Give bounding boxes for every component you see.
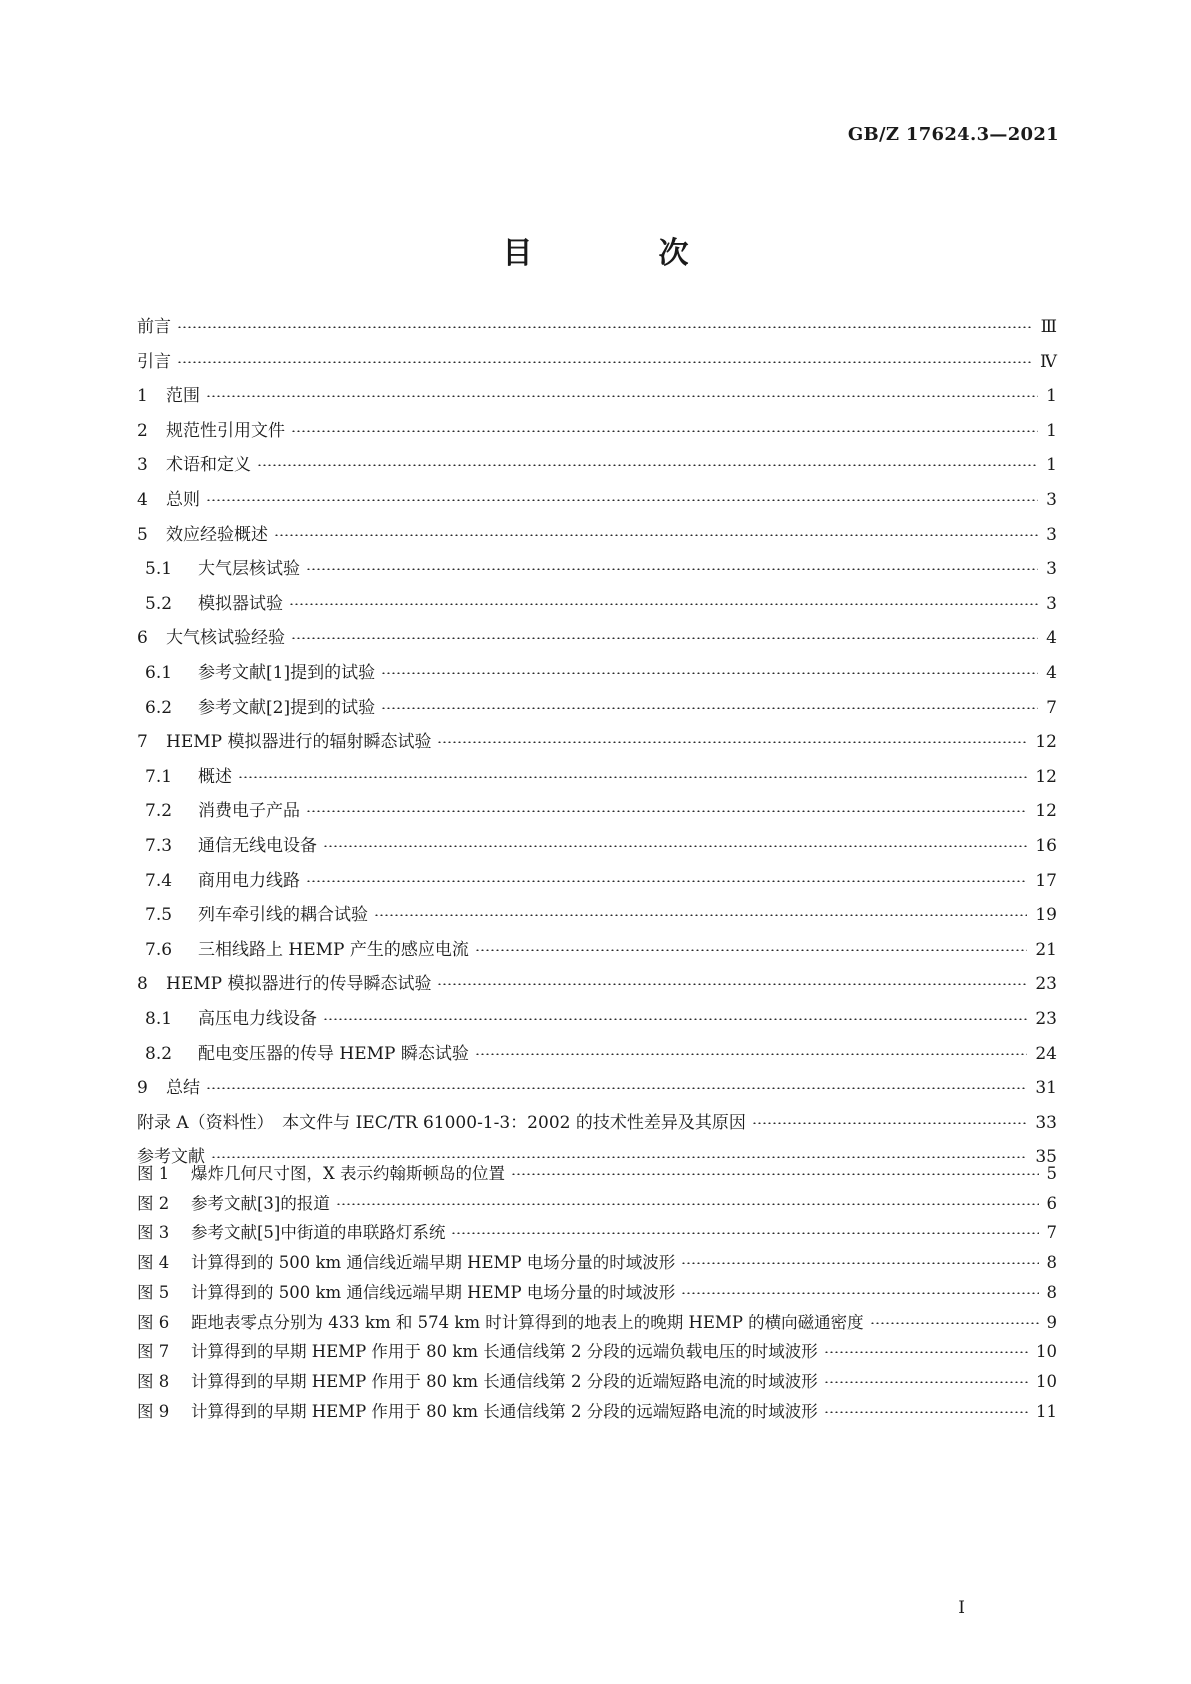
entry-number: 7.2 bbox=[145, 801, 173, 822]
toc-entry[interactable] bbox=[137, 1108, 1057, 1134]
entry-number: 7.3 bbox=[145, 836, 173, 856]
entry-page-number: 1 bbox=[1046, 386, 1057, 407]
dot-leader bbox=[336, 1203, 1039, 1205]
dot-leader bbox=[177, 326, 1033, 328]
entry-page-number: 3 bbox=[1046, 593, 1057, 614]
dot-leader bbox=[475, 949, 1027, 951]
entry-page-number: 9 bbox=[1046, 1312, 1057, 1332]
entry-number: 7 bbox=[137, 732, 148, 753]
entry-title: 参考文献[5]中街道的串联路灯系统 bbox=[191, 1223, 446, 1243]
entry-title: 计算得到的早期 HEMP 作用于 80 km 长通信线第 2 分段的远端短路电流的时域波形 bbox=[191, 1401, 818, 1421]
entry-number: 5 bbox=[137, 524, 148, 545]
entry-number: 图 1 bbox=[137, 1164, 170, 1183]
dot-leader bbox=[238, 776, 1027, 778]
dot-leader bbox=[206, 395, 1038, 397]
entry-page-number: 17 bbox=[1035, 870, 1057, 891]
dot-leader bbox=[451, 1232, 1038, 1234]
dot-leader bbox=[306, 810, 1027, 812]
entry-page-number: 24 bbox=[1035, 1043, 1057, 1064]
toc-entry[interactable] bbox=[137, 1039, 1057, 1065]
dot-leader bbox=[306, 568, 1038, 570]
entry-page-number: 16 bbox=[1035, 836, 1057, 856]
entry-page-number: 6 bbox=[1046, 1193, 1057, 1213]
dot-leader bbox=[211, 1156, 1027, 1158]
entry-number: 7.1 bbox=[145, 766, 173, 787]
dot-leader bbox=[291, 430, 1038, 432]
dot-leader bbox=[681, 1292, 1038, 1294]
dot-leader bbox=[289, 603, 1038, 605]
toc-entry[interactable] bbox=[137, 554, 1057, 580]
dot-leader bbox=[206, 499, 1038, 501]
toc-entry[interactable] bbox=[137, 347, 1057, 373]
entry-title: 商用电力线路 bbox=[198, 870, 300, 891]
entry-page-number: 7 bbox=[1046, 697, 1057, 718]
entry-title: 大气核试验经验 bbox=[166, 628, 285, 649]
toc-entry[interactable] bbox=[137, 693, 1057, 719]
entry-number: 7.6 bbox=[145, 939, 173, 960]
entry-page-number: 19 bbox=[1035, 905, 1057, 926]
entry-number: 9 bbox=[137, 1078, 148, 1099]
toc-entry[interactable] bbox=[137, 485, 1057, 511]
entry-title: 参考文献[3]的报道 bbox=[191, 1193, 330, 1213]
toc-entry[interactable] bbox=[137, 831, 1057, 857]
entry-title: 规范性引用文件 bbox=[166, 420, 285, 441]
dot-leader bbox=[824, 1381, 1028, 1383]
entry-page-number: 3 bbox=[1046, 490, 1057, 510]
entry-page-number: Ⅲ bbox=[1040, 317, 1057, 337]
toc-entry[interactable] bbox=[137, 520, 1057, 546]
figure-list-item[interactable] bbox=[137, 1219, 1057, 1245]
dot-leader bbox=[177, 361, 1032, 363]
toc-entry[interactable] bbox=[137, 589, 1057, 615]
entry-page-number: 4 bbox=[1046, 628, 1057, 649]
entry-title: 参考文献[2]提到的试验 bbox=[198, 697, 376, 718]
entry-number: 图 6 bbox=[137, 1312, 170, 1332]
entry-title: 参考文献[1]提到的试验 bbox=[198, 663, 376, 683]
toc-entry[interactable] bbox=[137, 658, 1057, 684]
dot-leader bbox=[206, 1087, 1027, 1089]
entry-title: 计算得到的 500 km 通信线远端早期 HEMP 电场分量的时域波形 bbox=[191, 1282, 676, 1302]
entry-title: 距地表零点分别为 433 km 和 574 km 时计算得到的地表上的晚期 HEMP 的横向磁通密度 bbox=[191, 1312, 864, 1332]
entry-page-number: 23 bbox=[1035, 1009, 1057, 1029]
toc-entry[interactable] bbox=[137, 623, 1057, 649]
toc-entry[interactable] bbox=[137, 866, 1057, 892]
toc-entry[interactable] bbox=[137, 727, 1057, 753]
entry-page-number: 21 bbox=[1035, 939, 1057, 960]
figure-list-item[interactable] bbox=[137, 1368, 1057, 1394]
entry-page-number: 8 bbox=[1046, 1282, 1057, 1302]
figure-list-item[interactable] bbox=[137, 1160, 1057, 1186]
toc-entry[interactable] bbox=[137, 450, 1057, 476]
entry-title: 计算得到的早期 HEMP 作用于 80 km 长通信线第 2 分段的近端短路电流的时域波形 bbox=[191, 1371, 818, 1391]
entry-page-number: 5 bbox=[1046, 1164, 1057, 1183]
entry-page-number: 11 bbox=[1036, 1401, 1057, 1421]
entry-number: 图 2 bbox=[137, 1193, 170, 1213]
toc-entry[interactable] bbox=[137, 762, 1057, 788]
toc-entry[interactable] bbox=[137, 900, 1057, 926]
dot-leader bbox=[752, 1122, 1028, 1124]
document-id: GB/Z 17624.3—2021 bbox=[847, 124, 1059, 145]
entry-number: 6.1 bbox=[145, 663, 173, 683]
entry-title: 总则 bbox=[166, 490, 200, 510]
entry-title: 引言 bbox=[137, 351, 171, 372]
dot-leader bbox=[437, 983, 1027, 985]
entry-page-number: 1 bbox=[1046, 455, 1057, 476]
entry-number: 图 5 bbox=[137, 1282, 170, 1302]
dot-leader bbox=[475, 1053, 1027, 1055]
toc-entry[interactable] bbox=[137, 935, 1057, 961]
entry-page-number: 31 bbox=[1035, 1078, 1057, 1099]
toc-entry[interactable] bbox=[137, 312, 1057, 338]
entry-title: 配电变压器的传导 HEMP 瞬态试验 bbox=[198, 1043, 469, 1064]
dot-leader bbox=[323, 1018, 1027, 1020]
figure-list-item[interactable] bbox=[137, 1398, 1057, 1424]
entry-page-number: Ⅳ bbox=[1040, 351, 1057, 372]
figure-list-item[interactable] bbox=[137, 1309, 1057, 1335]
entry-number: 8 bbox=[137, 974, 148, 995]
figure-list-item[interactable] bbox=[137, 1279, 1057, 1305]
entry-number: 2 bbox=[137, 420, 148, 441]
figure-list-item[interactable] bbox=[137, 1190, 1057, 1216]
dot-leader bbox=[306, 880, 1027, 882]
toc-entry[interactable] bbox=[137, 969, 1057, 995]
entry-page-number: 35 bbox=[1035, 1147, 1057, 1168]
toc-entry[interactable] bbox=[137, 1073, 1057, 1099]
entry-title: 总结 bbox=[166, 1078, 200, 1099]
entry-page-number: 1 bbox=[1046, 420, 1057, 441]
entry-title: 通信无线电设备 bbox=[198, 836, 317, 856]
dot-leader bbox=[291, 637, 1038, 639]
entry-title: 高压电力线设备 bbox=[198, 1009, 317, 1029]
entry-page-number: 8 bbox=[1046, 1253, 1057, 1273]
entry-number: 8.2 bbox=[145, 1043, 173, 1064]
figure-list-item[interactable] bbox=[137, 1249, 1057, 1275]
entry-page-number: 7 bbox=[1046, 1223, 1057, 1243]
entry-number: 6.2 bbox=[145, 697, 173, 718]
entry-number: 8.1 bbox=[145, 1009, 173, 1029]
entry-page-number: 3 bbox=[1046, 524, 1057, 545]
toc-entry[interactable] bbox=[137, 796, 1057, 822]
toc-entry[interactable] bbox=[137, 381, 1057, 407]
entry-title: 计算得到的早期 HEMP 作用于 80 km 长通信线第 2 分段的远端负载电压的时域波形 bbox=[191, 1342, 818, 1362]
entry-number: 图 8 bbox=[137, 1371, 170, 1391]
toc-entry[interactable] bbox=[137, 416, 1057, 442]
entry-number: 6 bbox=[137, 628, 148, 649]
dot-leader bbox=[681, 1262, 1038, 1264]
dot-leader bbox=[381, 672, 1038, 674]
entry-title: 概述 bbox=[198, 766, 232, 787]
entry-title: 大气层核试验 bbox=[198, 559, 300, 580]
dot-leader bbox=[274, 534, 1038, 536]
entry-title: 前言 bbox=[137, 317, 171, 337]
entry-page-number: 12 bbox=[1035, 766, 1057, 787]
dot-leader bbox=[374, 914, 1027, 916]
entry-page-number: 12 bbox=[1035, 801, 1057, 822]
entry-title: 列车牵引线的耦合试验 bbox=[198, 905, 368, 926]
dot-leader bbox=[511, 1173, 1039, 1175]
entry-number: 1 bbox=[137, 386, 148, 407]
entry-number: 图 4 bbox=[137, 1253, 170, 1273]
entry-number: 图 3 bbox=[137, 1223, 170, 1243]
entry-number: 图 7 bbox=[137, 1342, 170, 1362]
entry-title: 计算得到的 500 km 通信线近端早期 HEMP 电场分量的时域波形 bbox=[191, 1253, 676, 1273]
entry-number: 4 bbox=[137, 490, 148, 510]
entry-number: 7.5 bbox=[145, 905, 173, 926]
entry-number: 5.2 bbox=[145, 593, 173, 614]
dot-leader bbox=[257, 464, 1038, 466]
entry-number: 5.1 bbox=[145, 559, 173, 580]
entry-page-number: 33 bbox=[1035, 1112, 1057, 1133]
dot-leader bbox=[437, 741, 1027, 743]
entry-number: 图 9 bbox=[137, 1401, 170, 1421]
dot-leader bbox=[870, 1322, 1039, 1324]
entry-title: 范围 bbox=[166, 386, 200, 407]
figure-list-item[interactable] bbox=[137, 1338, 1057, 1364]
entry-page-number: 3 bbox=[1046, 559, 1057, 580]
entry-title: 术语和定义 bbox=[166, 455, 251, 476]
entry-page-number: 23 bbox=[1035, 974, 1057, 995]
entry-title: 附录 A（资料性） 本文件与 IEC/TR 61000-1-3：2002 的技术性差异及其原因 bbox=[137, 1112, 746, 1133]
page-title: 目 次 bbox=[502, 236, 737, 271]
entry-page-number: 10 bbox=[1036, 1371, 1057, 1391]
entry-title: HEMP 模拟器进行的辐射瞬态试验 bbox=[166, 732, 432, 753]
entry-title: 消费电子产品 bbox=[198, 801, 300, 822]
entry-page-number: 10 bbox=[1036, 1342, 1057, 1362]
dot-leader bbox=[381, 707, 1038, 709]
dot-leader bbox=[824, 1351, 1028, 1353]
entry-page-number: 4 bbox=[1046, 663, 1057, 683]
entry-title: 模拟器试验 bbox=[198, 593, 283, 614]
dot-leader bbox=[323, 845, 1027, 847]
entry-title: 三相线路上 HEMP 产生的感应电流 bbox=[198, 939, 469, 960]
dot-leader bbox=[824, 1411, 1028, 1413]
entry-number: 7.4 bbox=[145, 870, 173, 891]
page-number: I bbox=[958, 1598, 965, 1618]
entry-page-number: 12 bbox=[1035, 732, 1057, 753]
entry-title: 爆炸几何尺寸图，X 表示约翰斯顿岛的位置 bbox=[191, 1164, 505, 1183]
entry-title: HEMP 模拟器进行的传导瞬态试验 bbox=[166, 974, 432, 995]
toc-entry[interactable] bbox=[137, 1004, 1057, 1030]
entry-number: 3 bbox=[137, 455, 148, 476]
entry-title: 参考文献 bbox=[137, 1147, 205, 1168]
entry-title: 效应经验概述 bbox=[166, 524, 268, 545]
